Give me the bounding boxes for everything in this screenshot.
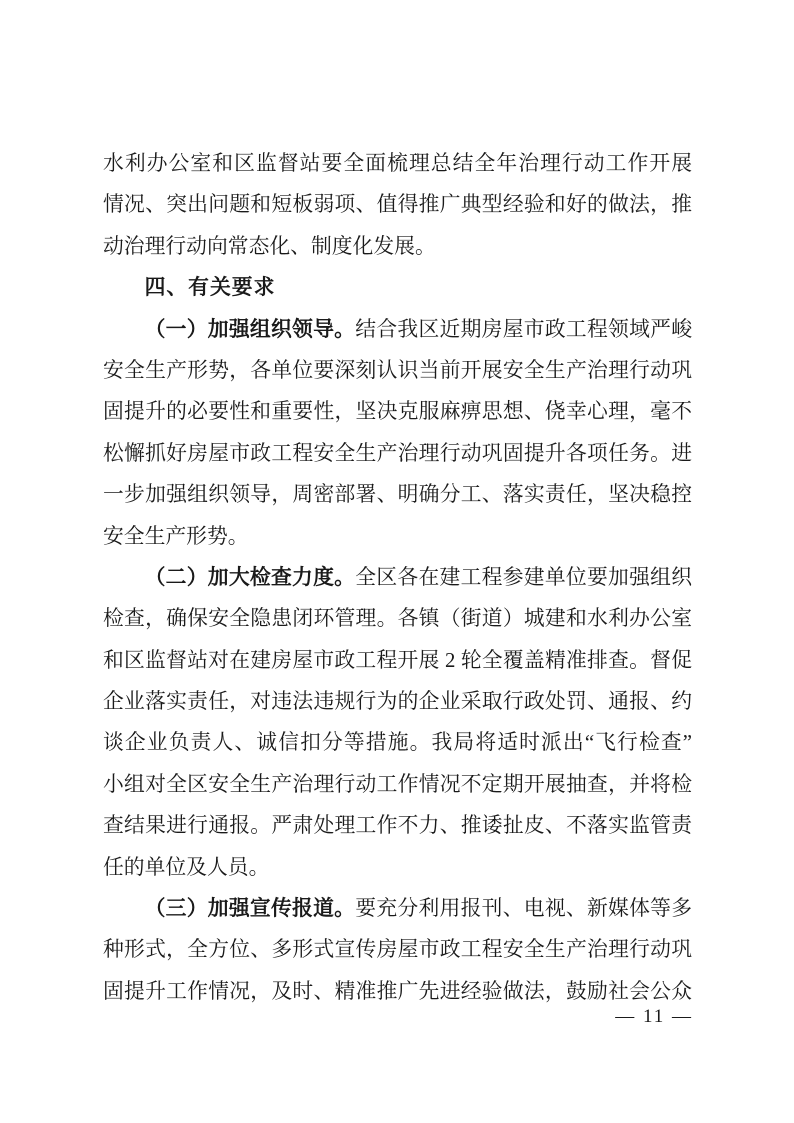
paragraph-end-line: 动治理行动向常态化、制度化发展。 <box>103 234 436 258</box>
text-line: 小组对全区安全生产治理行动工作情况不定期开展抽查，并将检 <box>103 772 692 796</box>
page-number: — 11 — <box>615 1006 693 1027</box>
text-line: 松懈抓好房屋市政工程安全生产治理行动巩固提升各项任务。进 <box>103 441 692 465</box>
document-body <box>103 143 692 1012</box>
text-line: 安全生产形势，各单位要深刻认识当前开展安全生产治理行动巩 <box>103 358 692 382</box>
section-heading: 四、有关要求 <box>144 276 276 300</box>
subsection-first-line <box>103 888 692 929</box>
text-line: 检查，确保安全隐患闭环管理。各镇（街道）城建和水利办公室 <box>103 607 692 631</box>
paragraph-end-line: 安全生产形势。 <box>103 524 249 548</box>
text-line: 企业落实责任，对违法违规行为的企业采取行政处罚、通报、约 <box>103 690 692 714</box>
text-line: 谈企业负责人、诚信扣分等措施。我局将适时派出“飞行检查” <box>103 731 692 755</box>
text-line: 种形式，全方位、多形式宣传房屋市政工程安全生产治理行动巩 <box>103 938 692 962</box>
subsection-lead-text: 结合我区近期房屋市政工程领域严峻 <box>355 317 693 341</box>
text-line: 固提升的必要性和重要性，坚决克服麻痹思想、侥幸心理，毫不 <box>103 400 692 424</box>
text-line: 固提升工作情况，及时、精准推广先进经验做法，鼓励社会公众 <box>103 979 692 1003</box>
subsection-lead-bold: （三）加强宣传报道。 <box>144 897 356 921</box>
paragraph-end-line: 任的单位及人员。 <box>103 855 270 879</box>
subsection-lead-bold: （一）加强组织领导。 <box>144 317 356 341</box>
text-line: 水利办公室和区监督站要全面梳理总结全年治理行动工作开展 <box>103 152 692 175</box>
subsection-first-line <box>103 309 692 350</box>
subsection-lead-text: 要充分利用报刊、电视、新媒体等多 <box>355 897 693 921</box>
subsection-first-line <box>103 557 692 598</box>
subsection-lead-text: 全区各在建工程参建单位要加强组织 <box>355 565 693 589</box>
text-line: 查结果进行通报。严肃处理工作不力、推诿扯皮、不落实监管责 <box>103 814 692 838</box>
text-line: 一步加强组织领导，周密部署、明确分工、落实责任，坚决稳控 <box>103 483 692 507</box>
text-line: 和区监督站对在建房屋市政工程开展 2 轮全覆盖精准排查。督促 <box>103 648 692 672</box>
subsection-lead-bold: （二）加大检查力度。 <box>144 565 356 589</box>
text-line: 情况、突出问题和短板弱项、值得推广典型经验和好的做法，推 <box>103 193 692 217</box>
